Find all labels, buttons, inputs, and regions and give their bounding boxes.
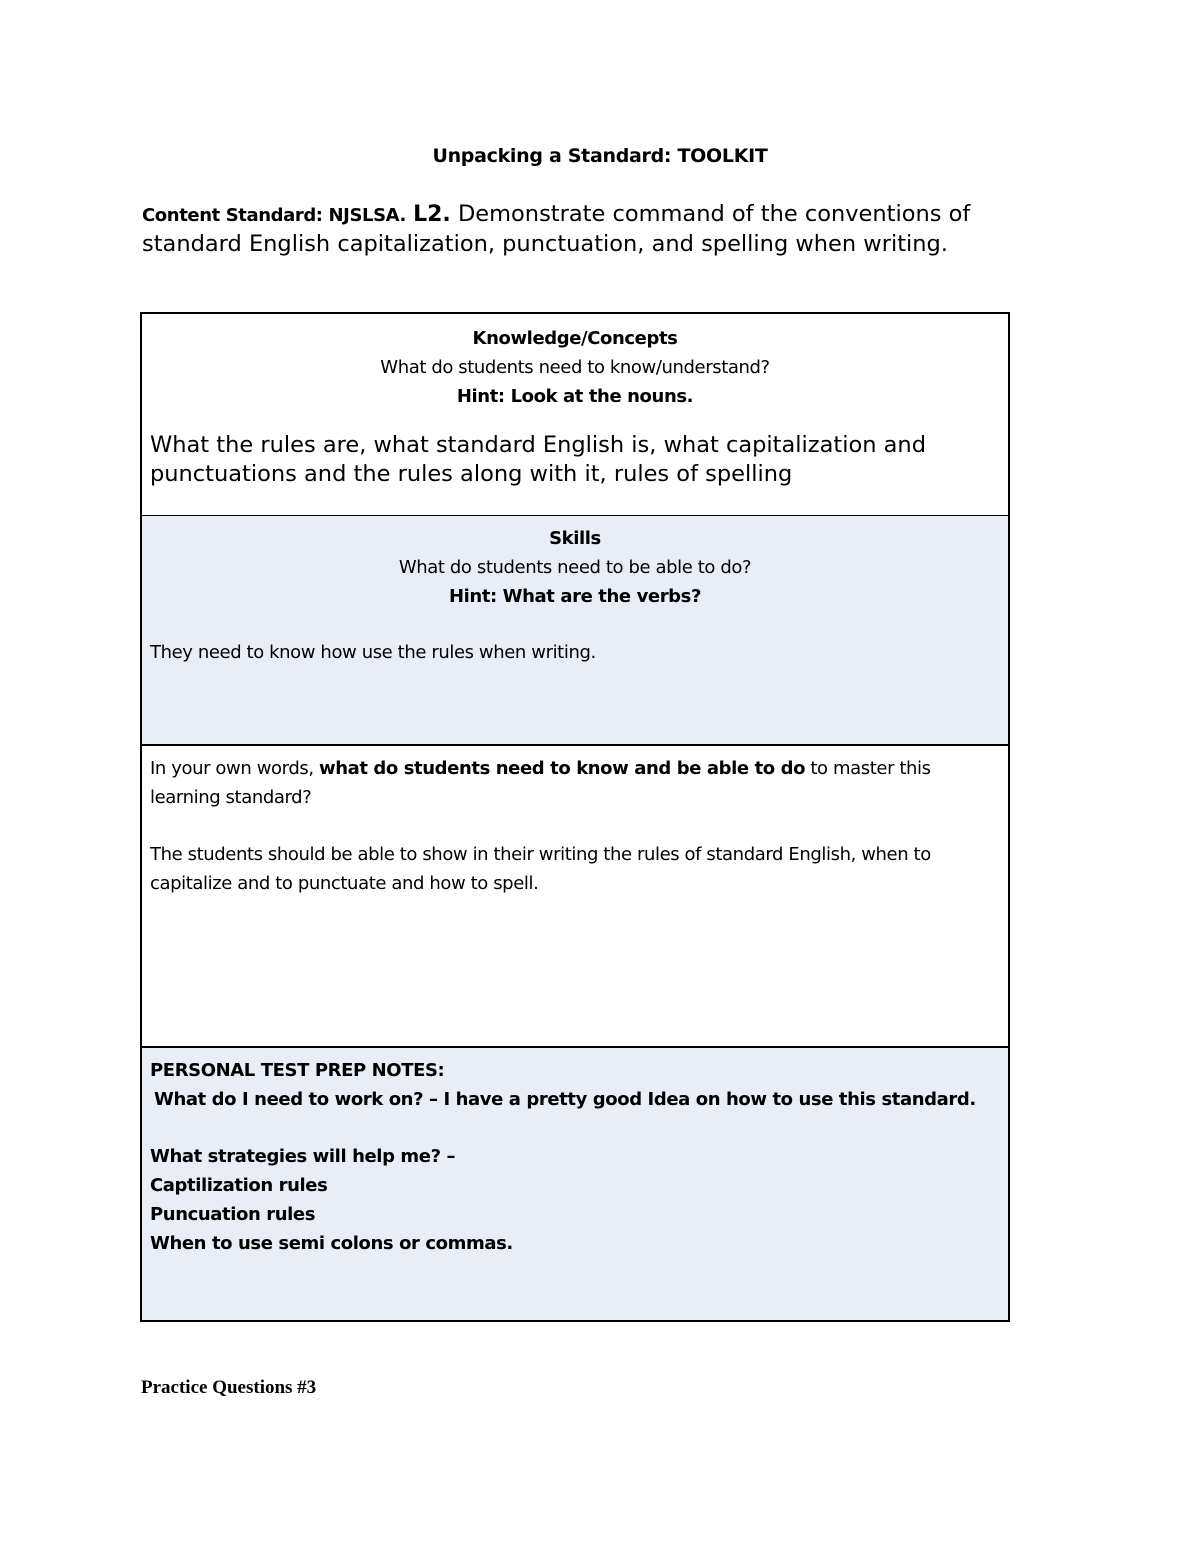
own-words-prompt-end: to master this learning standard? xyxy=(150,758,931,808)
own-words-prompt-start: In your own words, xyxy=(150,758,319,779)
knowledge-answer: What the rules are, what standard English is, what capitalization and punctuations and the rules along with it, rules of spelling xyxy=(150,432,926,487)
knowledge-section xyxy=(142,314,1008,516)
own-words-prompt-bold: what do students need to know and be able to do xyxy=(318,758,806,779)
skills-heading: Skills xyxy=(549,528,601,549)
knowledge-question: What do students need to know/understand? xyxy=(380,357,770,378)
own-words-prompt xyxy=(150,754,1000,812)
own-words-answer: The students should be able to show in their writing the rules of standard English, when to capitalize and to punctuate and how to spell. xyxy=(150,844,931,894)
skills-hint: Hint: What are the verbs? xyxy=(448,586,702,607)
skills-answer: They need to know how use the rules when writing. xyxy=(150,642,596,663)
notes-section xyxy=(142,1048,1008,1320)
content-standard-label: Content Standard: NJSLSA. xyxy=(142,205,406,226)
strategy-item: Captilization rules xyxy=(150,1175,328,1196)
notes-question-strategies: What strategies will help me? – xyxy=(150,1146,456,1167)
skills-section xyxy=(142,516,1008,746)
toolkit-table xyxy=(140,312,1010,1322)
content-standard-code: L2. xyxy=(413,202,451,227)
strategy-item: When to use semi colons or commas. xyxy=(150,1233,513,1254)
notes-heading: PERSONAL TEST PREP NOTES: xyxy=(150,1060,445,1081)
notes-question-work-on: What do I need to work on? – I have a pretty good Idea on how to use this standard. xyxy=(154,1089,976,1110)
knowledge-heading: Knowledge/Concepts xyxy=(472,328,678,349)
skills-question: What do students need to be able to do? xyxy=(398,557,752,578)
knowledge-hint: Hint: Look at the nouns. xyxy=(456,386,694,407)
document-title: Unpacking a Standard: TOOLKIT xyxy=(432,145,768,167)
practice-questions-label: Practice Questions #3 xyxy=(141,1377,317,1398)
content-standard xyxy=(142,200,1022,259)
strategy-item: Puncuation rules xyxy=(150,1204,316,1225)
own-words-section xyxy=(142,746,1008,1048)
content-standard-text: Demonstrate command of the conventions of standard English capitalization, punctuation, and spelling when writing. xyxy=(142,201,971,257)
